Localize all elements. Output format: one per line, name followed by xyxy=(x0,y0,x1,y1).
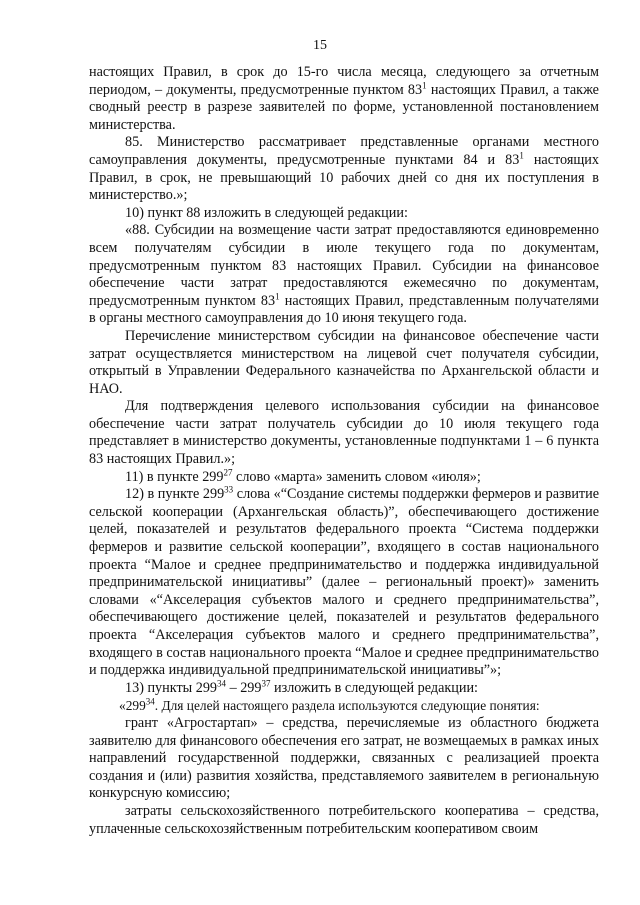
paragraph-text: 13) пункты 299 xyxy=(125,679,218,696)
paragraph xyxy=(89,715,599,803)
paragraph-text: настоящих Правил, в срок, не превышающий 10 рабочих дней со дня их поступления в министерство.»; xyxy=(89,151,599,204)
superscript: 37 xyxy=(261,678,271,689)
paragraph-text: настоящих Правил, а также сводный реестр в разрезе заявителей по форме, установленной постановлением министерства. xyxy=(89,81,599,133)
paragraph-text: «88. Субсидии на возмещение части затрат предоставляются единовременно всем получателям субсидии в июле текущего года по документам, предусмотренным пунктом 83 настоящих Правил. Субсидии на финансовое обеспечение части затрат предоставляются ежемесячно по документам, предусмотренным пунктом 83 xyxy=(89,222,599,309)
superscript: 1 xyxy=(422,79,427,90)
superscript: 33 xyxy=(224,484,234,495)
superscript: 34 xyxy=(217,678,227,689)
superscript: 27 xyxy=(223,466,233,477)
paragraph-text: затраты сельскохозяйственного потребительского кооператива – средства, уплаченные сельскохозяйственным потребительским кооперативом своим xyxy=(89,802,599,837)
paragraph-text: грант «Агростартап» – средства, перечисляемые из областного бюджета заявителю для финансового обеспечения его затрат, не возмещаемых в рамках иных направлений государственной поддержки, связанных с реализацией проекта создания и (или) развития хозяйства, представляемого заявителем в региональную конкурсную комиссию; xyxy=(89,714,599,802)
paragraph xyxy=(89,134,599,204)
paragraph xyxy=(89,398,599,468)
paragraph xyxy=(89,697,599,715)
paragraph-text: Перечисление министерством субсидии на финансовое обеспечение части затрат осуществляется министерством на лицевой счет получателя субсидии, открытый в Управлении Федерального казначейства по Архангельской области и НАО. xyxy=(89,327,599,397)
superscript: 1 xyxy=(275,290,280,301)
paragraph-text: слова «“Создание системы поддержки фермеров и развитие сельской кооперации (Архангельская область)”, обеспечивающего достижение целей, показателей и результатов федерального проекта “Система поддержки фермеров и развитие сельской кооперации”, входящего в состав национального проекта “Малое и среднее предпринимательство и поддержка индивидуальной предпринимательской инициативы” (далее – региональный проект)» заменить словами «“Акселерация субъектов малого и среднего предпринимательства”, обеспечивающего достижение целей, показателей и результатов федерального проекта “Акселерация субъектов малого и среднего предпринимательства”, входящего в состав национального проекта “Малое и среднее предпринимательство и поддержка индивидуальной предпринимательской инициативы”»; xyxy=(89,486,599,679)
superscript: 34 xyxy=(145,696,155,707)
paragraph-text: 12) в пункте 299 xyxy=(125,486,225,503)
document-text-body xyxy=(89,64,599,838)
paragraph-text: 10) пункт 88 изложить в следующей редакции: xyxy=(125,204,408,221)
paragraph-text: 11) в пункте 299 xyxy=(125,468,224,485)
paragraph xyxy=(89,466,599,487)
paragraph-text: настоящих Правил, представленным получателями в органы местного самоуправления до 10 июня текущего года. xyxy=(89,292,599,327)
paragraph xyxy=(89,64,599,134)
paragraph xyxy=(89,328,599,398)
page-number: 15 xyxy=(313,38,327,53)
paragraph-text: изложить в следующей редакции: xyxy=(270,679,478,696)
paragraph-text: настоящих Правил, в срок до 15-го числа месяца, следующего за отчетным периодом, – документы, предусмотренные пунктом 83 xyxy=(89,64,599,98)
paragraph-text: «299 xyxy=(119,698,146,714)
paragraph xyxy=(89,486,599,680)
paragraph xyxy=(89,680,599,698)
paragraph xyxy=(89,803,599,838)
paragraph-text: . Для целей настоящего раздела используются следующие понятия: xyxy=(154,698,540,714)
paragraph xyxy=(89,222,599,328)
paragraph-text: Для подтверждения целевого использования субсидии на финансовое обеспечение части затрат получатель субсидии до 10 июля текущего года представляет в министерство документы, установленные подпунктами 1 – 6 пункта 83 настоящих Правил.»; xyxy=(89,398,599,468)
paragraph xyxy=(89,205,599,223)
superscript: 1 xyxy=(519,150,524,161)
paragraph-text: – 299 xyxy=(226,679,262,696)
paragraph-text: 85. Министерство рассматривает представленные органами местного самоуправления документы, предусмотренные пунктами 84 и 83 xyxy=(89,134,599,168)
paragraph-text: слово «марта» заменить словом «июля»; xyxy=(232,468,481,485)
